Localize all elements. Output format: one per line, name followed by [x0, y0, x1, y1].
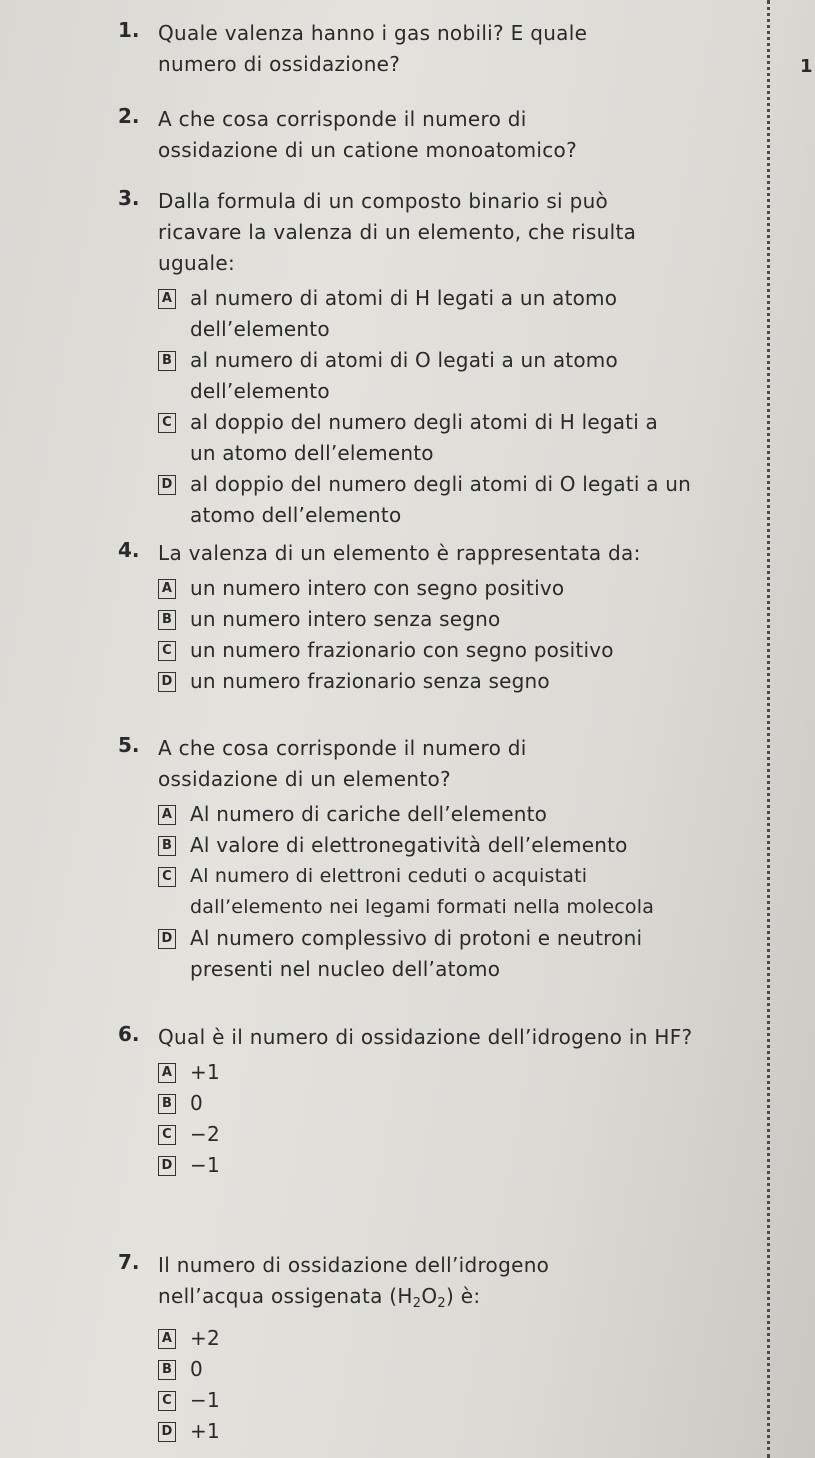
option-text: Al numero di cariche dell’elemento	[190, 802, 548, 826]
option-text: un numero intero con segno positivo	[190, 576, 565, 600]
option-letter-badge: C	[158, 867, 176, 887]
question-7	[118, 1250, 728, 1447]
option-text: +1	[190, 1060, 220, 1084]
dotted-margin-line	[767, 0, 770, 1458]
question-3	[118, 186, 728, 531]
question-number: 7.	[118, 1250, 140, 1274]
option-d[interactable]	[158, 666, 728, 697]
question-text: Dalla formula di un composto binario si può ricavare la valenza di un elemento, che risulta uguale:	[158, 189, 637, 275]
option-text: 0	[190, 1091, 203, 1115]
option-letter-badge: D	[158, 475, 176, 495]
option-d[interactable]	[158, 1416, 728, 1447]
option-text: al numero di atomi di H legati a un atomo dell’elemento	[190, 286, 618, 341]
option-b[interactable]	[158, 1354, 728, 1385]
option-c[interactable]	[158, 1385, 728, 1416]
question-text-part: Il numero di ossidazione dell’idrogeno nell’acqua ossigenata (H	[158, 1253, 550, 1308]
option-text: al doppio del numero degli atomi di H legati a un atomo dell’elemento	[190, 410, 658, 465]
option-letter-badge: B	[158, 351, 176, 371]
question-text: A che cosa corrisponde il numero di ossidazione di un elemento?	[158, 736, 527, 791]
option-letter-badge: C	[158, 641, 176, 661]
option-b[interactable]	[158, 830, 728, 861]
question-6	[118, 1022, 728, 1181]
option-text: Al numero complessivo di protoni e neutroni presenti nel nucleo dell’atomo	[190, 926, 643, 981]
option-letter-badge: D	[158, 1422, 176, 1442]
answer-options	[158, 1057, 728, 1181]
question-number: 2.	[118, 104, 140, 128]
option-letter-badge: B	[158, 836, 176, 856]
option-letter-badge: A	[158, 805, 176, 825]
option-a[interactable]	[158, 799, 728, 830]
option-letter-badge: B	[158, 610, 176, 630]
answer-options	[158, 1323, 728, 1447]
question-text: Quale valenza hanno i gas nobili? E quale numero di ossidazione?	[158, 21, 588, 76]
question-1	[118, 18, 728, 80]
option-d[interactable]	[158, 923, 728, 985]
answer-options	[158, 799, 728, 985]
option-a[interactable]	[158, 573, 728, 604]
question-number: 3.	[118, 186, 140, 210]
option-c[interactable]	[158, 1119, 728, 1150]
option-text: −2	[190, 1122, 220, 1146]
margin-number: 1	[800, 56, 813, 77]
option-c[interactable]	[158, 635, 728, 666]
option-text: un numero frazionario con segno positivo	[190, 638, 614, 662]
option-text: +1	[190, 1419, 220, 1443]
option-c[interactable]	[158, 861, 728, 923]
answer-options	[158, 573, 728, 697]
question-5	[118, 733, 728, 985]
subscript: 2	[412, 1296, 422, 1311]
option-b[interactable]	[158, 345, 728, 407]
option-text: +2	[190, 1326, 220, 1350]
option-a[interactable]	[158, 1057, 728, 1088]
subscript: 2	[437, 1296, 446, 1311]
option-text: al doppio del numero degli atomi di O legati a un atomo dell’elemento	[190, 472, 692, 527]
question-number: 1.	[118, 18, 140, 42]
option-text: un numero frazionario senza segno	[190, 669, 550, 693]
option-text: −1	[190, 1153, 220, 1177]
answer-options	[158, 283, 728, 531]
question-number: 6.	[118, 1022, 140, 1046]
option-letter-badge: C	[158, 1125, 176, 1145]
option-letter-badge: B	[158, 1094, 176, 1114]
option-letter-badge: B	[158, 1360, 176, 1380]
question-text-part: ) è:	[445, 1284, 481, 1308]
option-letter-badge: C	[158, 413, 176, 433]
option-text: Al numero di elettroni ceduti o acquistati dall’elemento nei legami formati nella molecola	[190, 865, 655, 918]
option-letter-badge: D	[158, 929, 176, 949]
question-text: A che cosa corrisponde il numero di ossidazione di un catione monoatomico?	[158, 107, 578, 162]
question-4	[118, 538, 728, 697]
option-letter-badge: A	[158, 579, 176, 599]
option-text: −1	[190, 1388, 220, 1412]
question-text: La valenza di un elemento è rappresentata da:	[158, 541, 641, 565]
question-number: 5.	[118, 733, 140, 757]
option-d[interactable]	[158, 1150, 728, 1181]
option-a[interactable]	[158, 1323, 728, 1354]
question-number: 4.	[118, 538, 140, 562]
question-text: Qual è il numero di ossidazione dell’idrogeno in HF?	[158, 1025, 693, 1049]
option-letter-badge: A	[158, 1063, 176, 1083]
option-text: 0	[190, 1357, 203, 1381]
option-letter-badge: C	[158, 1391, 176, 1411]
option-b[interactable]	[158, 604, 728, 635]
option-a[interactable]	[158, 283, 728, 345]
option-b[interactable]	[158, 1088, 728, 1119]
option-text: al numero di atomi di O legati a un atomo dell’elemento	[190, 348, 618, 403]
question-text	[158, 1250, 628, 1319]
option-text: Al valore di elettronegatività dell’elemento	[190, 833, 628, 857]
option-d[interactable]	[158, 469, 728, 531]
option-letter-badge: A	[158, 1329, 176, 1349]
question-text-part: O	[421, 1284, 438, 1308]
option-text: un numero intero senza segno	[190, 607, 501, 631]
question-2	[118, 104, 728, 166]
option-letter-badge: D	[158, 1156, 176, 1176]
option-letter-badge: A	[158, 289, 176, 309]
option-letter-badge: D	[158, 672, 176, 692]
option-c[interactable]	[158, 407, 728, 469]
